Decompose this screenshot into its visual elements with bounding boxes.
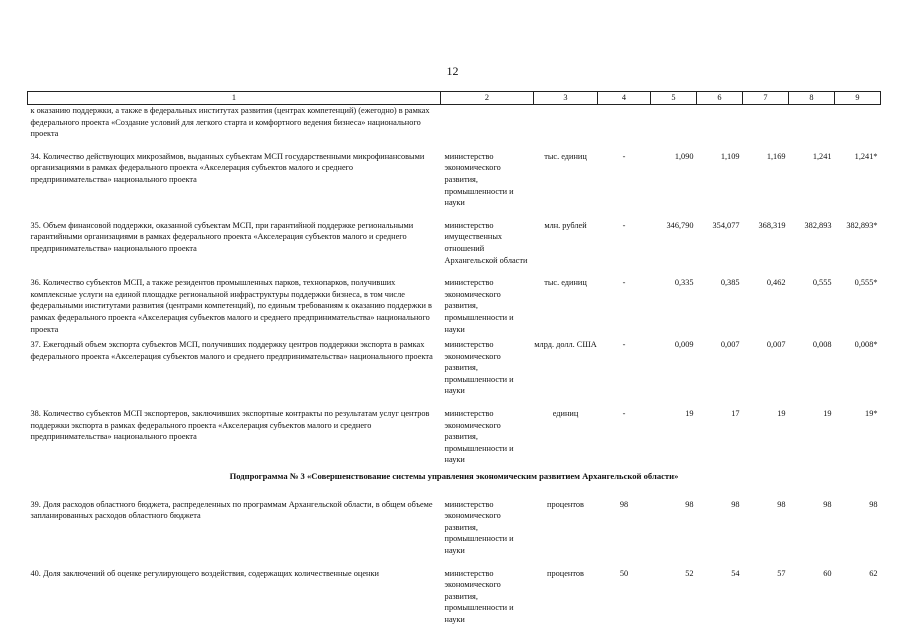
indicator-text: 40. Доля заключений об оценке регулирующего воздействия, содержащих количественные оценки [30,568,379,578]
value-col-8: 382,893 [804,220,832,230]
indicator-text: 35. Объем финансовой поддержки, оказанной субъектам МСП, при гарантийной поддержке региональными гарантийными организациями в рамках федерального проекта «Акселерация субъектов малого и среднего предпринимательства» национального проекта [30,220,414,253]
value-col-6: 0,385 [720,278,740,288]
page-number: 12 [446,64,459,78]
header-col-3: 3 [534,92,598,105]
table-row [28,568,881,626]
value-col-9: 0,008* [854,340,878,350]
header-col-9: 9 [835,92,881,105]
value-col-9: 382,893* [846,220,878,230]
value-col-8: 1,241 [812,151,832,161]
continuation-row [28,105,881,140]
header-col-7: 7 [743,92,789,105]
table-row [28,499,881,557]
value-col-9: 1,241* [854,151,878,161]
value-col-8: 19 [823,409,832,419]
base-value: - [622,220,626,230]
header-col-4: 4 [598,92,651,105]
value-col-7: 368,319 [758,220,786,230]
value-col-6: 54 [731,568,740,578]
header-col-8: 8 [789,92,835,105]
value-col-5: 19 [685,409,694,419]
table-row [28,339,881,397]
table-row [28,151,881,209]
executor-text: министерство экономического развития, промышленности и науки [444,568,514,624]
indicator-text: 38. Количество субъектов МСП экспортеров, заключивших экспортные контракты по результатам услуг центров поддержки экспорта в рамках федерального проекта «Акселерация субъектов малого и среднего предпринимательства» национального проекта [30,409,430,442]
value-col-5: 346,790 [666,220,694,230]
indicators-table [27,91,881,626]
table-row [28,277,881,335]
unit-text: млн. рублей [544,220,587,230]
unit-text: тыс. единиц [544,151,587,161]
unit-text: процентов [547,568,584,578]
value-col-5: 52 [685,568,694,578]
value-col-7: 19 [777,409,786,419]
header-col-5: 5 [651,92,697,105]
value-col-8: 60 [823,568,832,578]
value-col-8: 98 [823,499,832,509]
subprogram-title: Подпрограмма № 3 «Совершенствование системы управления экономическим развитием Архангельской области» [229,471,679,482]
table-header-row [28,92,881,105]
value-col-8: 0,008 [812,340,832,350]
unit-text: единиц [552,409,579,419]
value-col-9: 19* [865,409,878,419]
base-value: - [622,151,626,161]
unit-text: тыс. единиц [544,278,587,288]
value-col-5: 0,009 [674,340,694,350]
value-col-9: 0,555* [854,278,878,288]
value-col-5: 98 [685,499,694,509]
subprogram-row [28,471,881,483]
base-value: 50 [619,568,629,578]
value-col-8: 0,555 [812,278,832,288]
table-row [28,408,881,466]
base-value: - [622,340,626,350]
value-col-6: 0,007 [720,340,740,350]
executor-text: министерство экономического развития, промышленности и науки [444,151,514,208]
header-col-2: 2 [441,92,534,105]
unit-text: млрд. долл. США [534,340,597,350]
value-col-5: 0,335 [674,278,694,288]
executor-text: министерство экономического развития, промышленности и науки [444,409,514,465]
executor-text: министерство имущественных отношений Архангельской области [444,220,528,265]
indicator-text: 36. Количество субъектов МСП, а также резидентов промышленных парков, технопарков, получивших комплексные услуги на единой площадке региональной инфраструктуры поддержки бизнеса, в том числе федеральными институтами развития (центрами компетенций), по единым требованиям к оказанию поддержки в рамках федерального проекта «Акселерация субъектов малого и среднего предпринимательства» национального проекта [30,278,432,334]
value-col-6: 17 [731,409,740,419]
table-row [28,220,881,266]
base-value: - [622,409,626,419]
value-col-6: 98 [731,499,740,509]
indicator-text: 37. Ежегодный объем экспорта субъектов МСП, получивших поддержку центров поддержки экспорта в рамках федерального проекта «Акселерация субъектов малого и среднего предпринимательства» национального проекта [30,340,433,361]
unit-text: процентов [547,499,584,509]
value-col-6: 1,109 [720,151,740,161]
executor-text: министерство экономического развития, промышленности и науки [444,340,514,396]
value-col-9: 62 [869,568,878,578]
value-col-7: 0,007 [766,340,786,350]
value-col-7: 57 [777,568,786,578]
value-col-7: 1,169 [766,151,786,161]
value-col-6: 354,077 [712,220,740,230]
indicator-text: 34. Количество действующих микрозаймов, выданных субъектам МСП государственными микрофинансовыми организациями в рамках федерального проекта «Акселерация субъектов малого и среднего предпринимательства» национального проекта [30,151,425,184]
value-col-5: 1,090 [674,151,694,161]
executor-text: министерство экономического развития, промышленности и науки [444,278,514,334]
base-value: 98 [619,499,629,509]
base-value: - [622,278,626,288]
value-col-7: 98 [777,499,786,509]
continuation-text: к оказанию поддержки, а также в федеральных институтах развития (центрах компетенций) (ежегодно) в рамках федерального проекта «Создание условий для легкого старта и комфортного ведения бизнеса» национального проекта [30,106,430,139]
indicator-text: 39. Доля расходов областного бюджета, распределенных по программам Архангельской области, в общем объеме запланированных расходов областного бюджета [30,499,433,521]
executor-text: министерство экономического развития, промышленности и науки [444,499,514,555]
header-col-1: 1 [28,92,441,105]
header-col-6: 6 [697,92,743,105]
value-col-7: 0,462 [766,278,786,288]
value-col-9: 98 [869,499,878,509]
